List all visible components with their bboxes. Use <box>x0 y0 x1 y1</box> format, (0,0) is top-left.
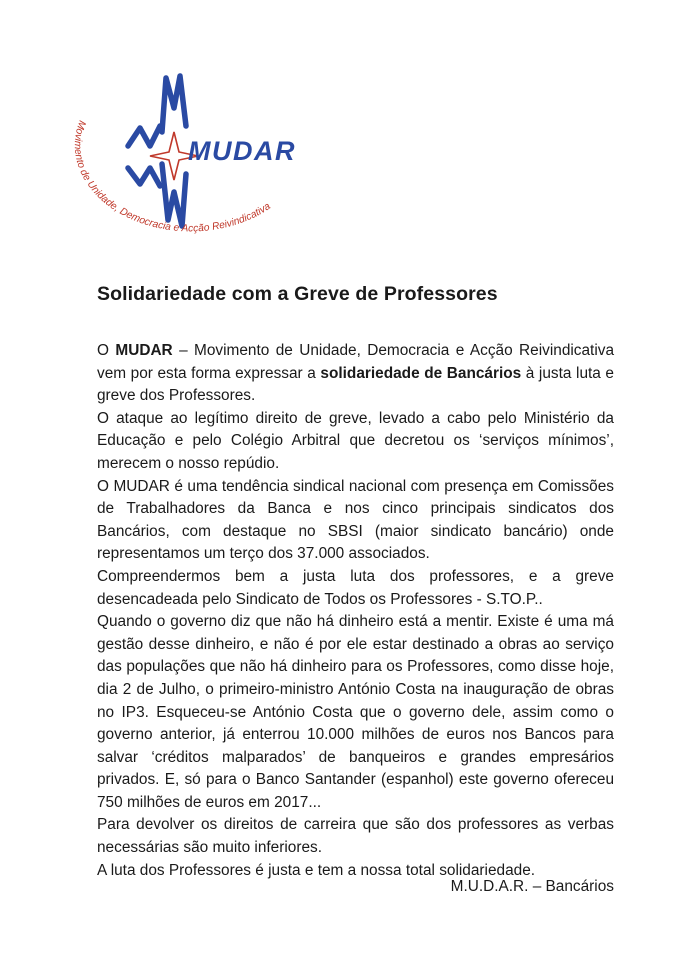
paragraph-career-rights: Para devolver os direitos de carreira que são dos professores as verbas necessárias são muito inferiores. <box>97 816 614 857</box>
paragraph-understanding: Compreendermos bem a justa luta dos professores, e a greve desencadeada pelo Sindicato de Todos os Professores - S.TO.P.. <box>97 567 614 608</box>
paragraph-strike-right: O ataque ao legítimo direito de greve, levado a cabo pelo Ministério da Educação e pelo Colégio Arbitral que decretou os ‘serviços mínimos’, merecem o nosso repúdio. <box>97 409 614 472</box>
page-title: Solidariedade com a Greve de Professores <box>97 283 498 305</box>
signature: M.U.D.A.R. – Bancários <box>450 878 614 895</box>
paragraph-closing: A luta dos Professores é justa e tem a nossa total solidariedade. <box>97 861 536 879</box>
logo-ring-text: Movimento de Unidade, Democracia e Acção Reivindicativa <box>71 118 273 235</box>
letter-body <box>97 340 614 882</box>
logo-wordmark: MUDAR <box>188 136 296 166</box>
paragraph-about-mudar: O MUDAR é uma tendência sindical nacional com presença em Comissões de Trabalhadores da Banca e nos cinco principais sindicatos dos Bancários, com destaque no SBSI (maior sindicato bancário) onde representamos um terço dos 37.000 associados. <box>97 477 614 563</box>
paragraph-government: Quando o governo diz que não há dinheiro está a mentir. Existe é uma má gestão desse dinheiro, e não é por ele estar destinado a obras ao serviço das populações que não há dinheiro para os Professores, como disse hoje, dia 2 de Julho, o primeiro-ministro António Costa na inauguração de obras no IP3. Esqueceu-se António Costa que o governo dele, assim como o governo anterior, já enterrou 10.000 milhões de euros nos Bancos para salvar ‘créditos malparados’ de banqueiros e grandes empresários privados. E, só para o Banco Santander (espanhol) este governo ofereceu 750 milhões de euros em 2017... <box>97 613 614 811</box>
paragraph-intro: O MUDAR – Movimento de Unidade, Democracia e Acção Reivindicativa vem por esta forma expressar a solidariedade de Bancários à justa luta e greve dos Professores. <box>97 342 615 405</box>
mudar-logo <box>58 64 318 250</box>
